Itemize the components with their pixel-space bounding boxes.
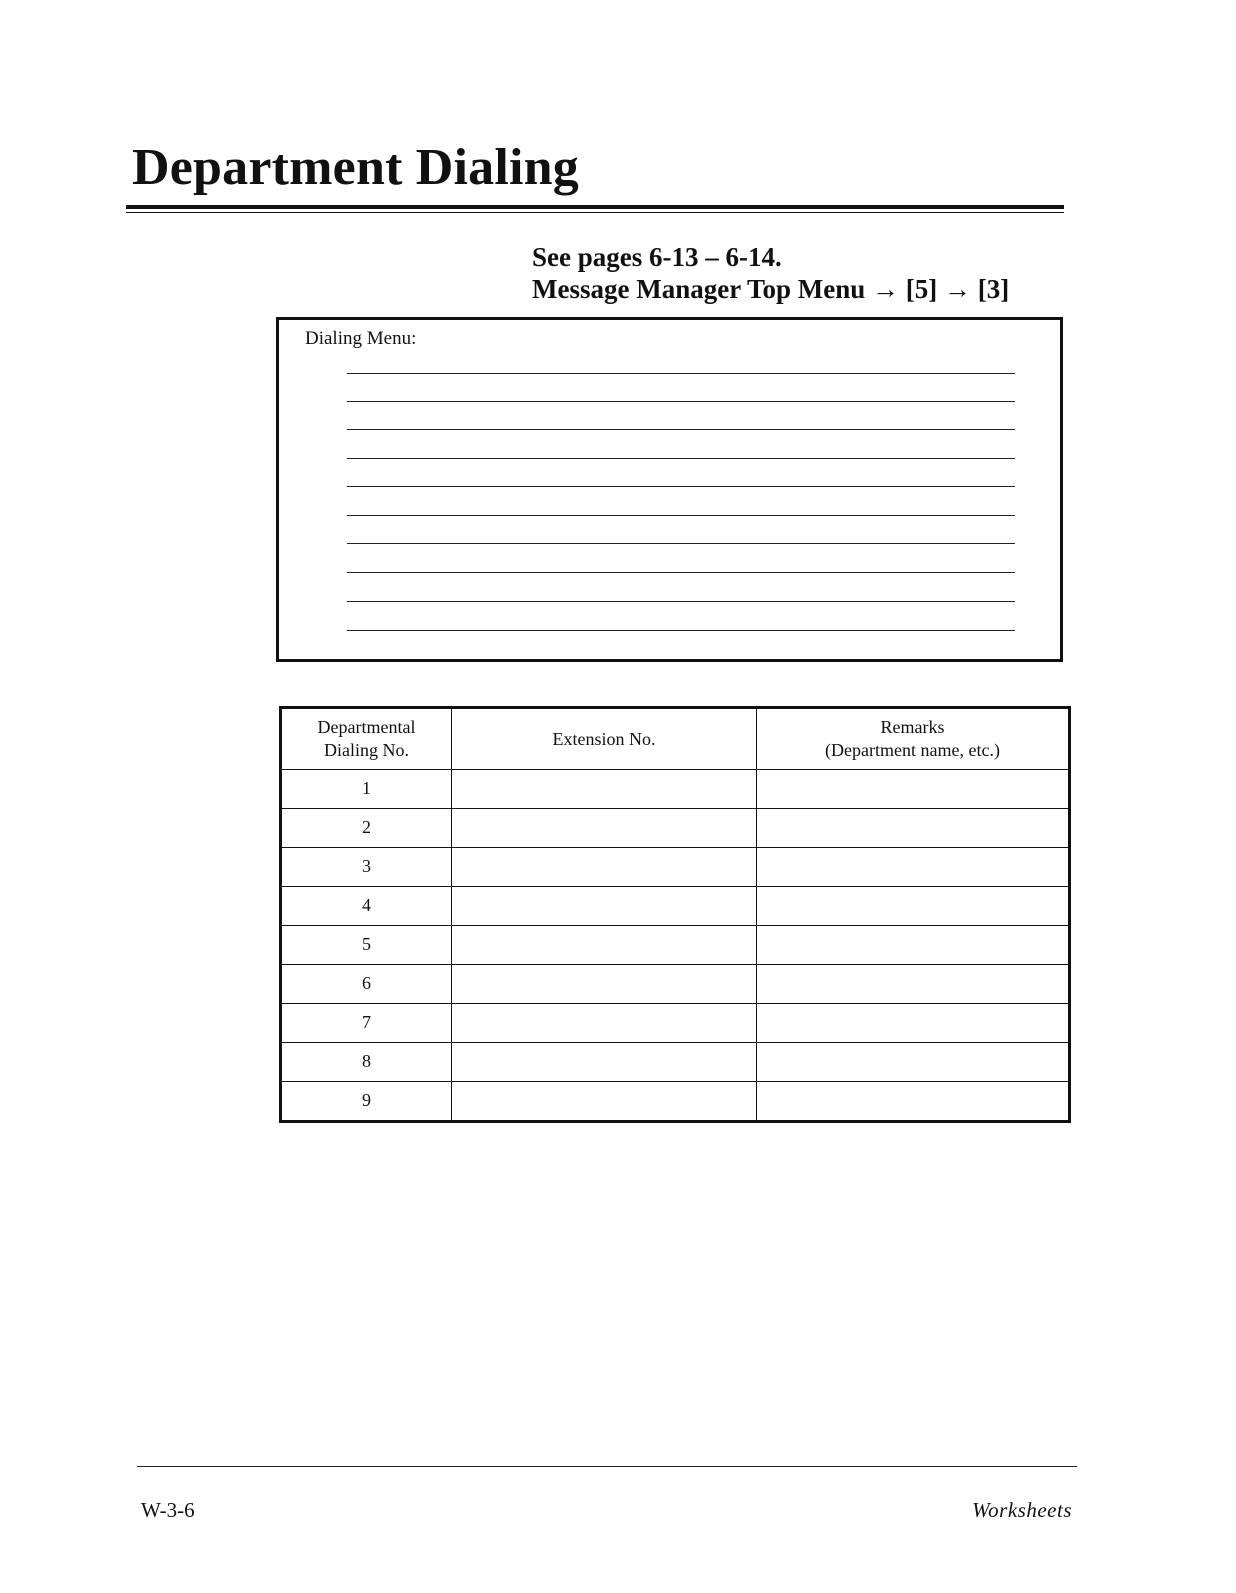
remarks-cell[interactable]: [757, 847, 1070, 886]
department-dialing-table: [279, 706, 1071, 1123]
department-table-wrap: [279, 706, 1071, 1123]
header-dialing-no-line2: Dialing No.: [324, 740, 409, 760]
dialing-menu-label: Dialing Menu:: [305, 328, 417, 349]
table-row: [281, 964, 1070, 1003]
extension-cell[interactable]: [452, 1042, 757, 1081]
title-rule-thick: [126, 205, 1064, 209]
write-line[interactable]: [347, 572, 1015, 573]
dialing-no-cell: 2: [281, 808, 452, 847]
footer-rule: [137, 1466, 1077, 1467]
page-reference: See pages 6-13 – 6-14.: [532, 242, 782, 272]
header-remarks-line2: (Department name, etc.): [825, 740, 1000, 760]
footer-section: Worksheets: [972, 1498, 1072, 1522]
write-line[interactable]: [347, 373, 1015, 374]
table-row: [281, 770, 1070, 809]
extension-cell[interactable]: [452, 808, 757, 847]
header-dialing-no: [281, 708, 452, 770]
extension-cell[interactable]: [452, 1081, 757, 1121]
dialing-no-cell: 6: [281, 964, 452, 1003]
dialing-no-cell: 4: [281, 886, 452, 925]
dialing-menu-box: [276, 317, 1063, 662]
page-title: Department Dialing: [132, 139, 579, 196]
write-line[interactable]: [347, 630, 1015, 631]
table-row: [281, 1003, 1070, 1042]
remarks-cell[interactable]: [757, 770, 1070, 809]
write-line[interactable]: [347, 601, 1015, 602]
table-row: [281, 847, 1070, 886]
write-line[interactable]: [347, 458, 1015, 459]
dialing-no-cell: 7: [281, 1003, 452, 1042]
dialing-no-cell: 3: [281, 847, 452, 886]
extension-cell[interactable]: [452, 847, 757, 886]
remarks-cell[interactable]: [757, 886, 1070, 925]
footer-page-number: W-3-6: [141, 1498, 195, 1522]
remarks-cell[interactable]: [757, 925, 1070, 964]
header-remarks-line1: Remarks: [880, 717, 945, 737]
table-header-row: [281, 708, 1070, 770]
header-extension: Extension No.: [452, 708, 757, 770]
table-row: [281, 1042, 1070, 1081]
write-line[interactable]: [347, 429, 1015, 430]
header-dialing-no-line1: Departmental: [317, 717, 416, 737]
remarks-cell[interactable]: [757, 1081, 1070, 1121]
title-rule-thin: [126, 212, 1064, 213]
write-line[interactable]: [347, 486, 1015, 487]
table-row: [281, 1081, 1070, 1121]
extension-cell[interactable]: [452, 770, 757, 809]
remarks-cell[interactable]: [757, 808, 1070, 847]
menu-path: Message Manager Top Menu → [5] → [3]: [532, 274, 1010, 304]
dialing-no-cell: 9: [281, 1081, 452, 1121]
remarks-cell[interactable]: [757, 964, 1070, 1003]
dialing-no-cell: 5: [281, 925, 452, 964]
table-row: [281, 886, 1070, 925]
write-line[interactable]: [347, 515, 1015, 516]
remarks-cell[interactable]: [757, 1003, 1070, 1042]
remarks-cell[interactable]: [757, 1042, 1070, 1081]
extension-cell[interactable]: [452, 964, 757, 1003]
table-row: [281, 925, 1070, 964]
table-row: [281, 808, 1070, 847]
dialing-no-cell: 1: [281, 770, 452, 809]
dialing-no-cell: 8: [281, 1042, 452, 1081]
write-line[interactable]: [347, 401, 1015, 402]
extension-cell[interactable]: [452, 925, 757, 964]
extension-cell[interactable]: [452, 1003, 757, 1042]
write-line[interactable]: [347, 543, 1015, 544]
header-remarks: [757, 708, 1070, 770]
extension-cell[interactable]: [452, 886, 757, 925]
